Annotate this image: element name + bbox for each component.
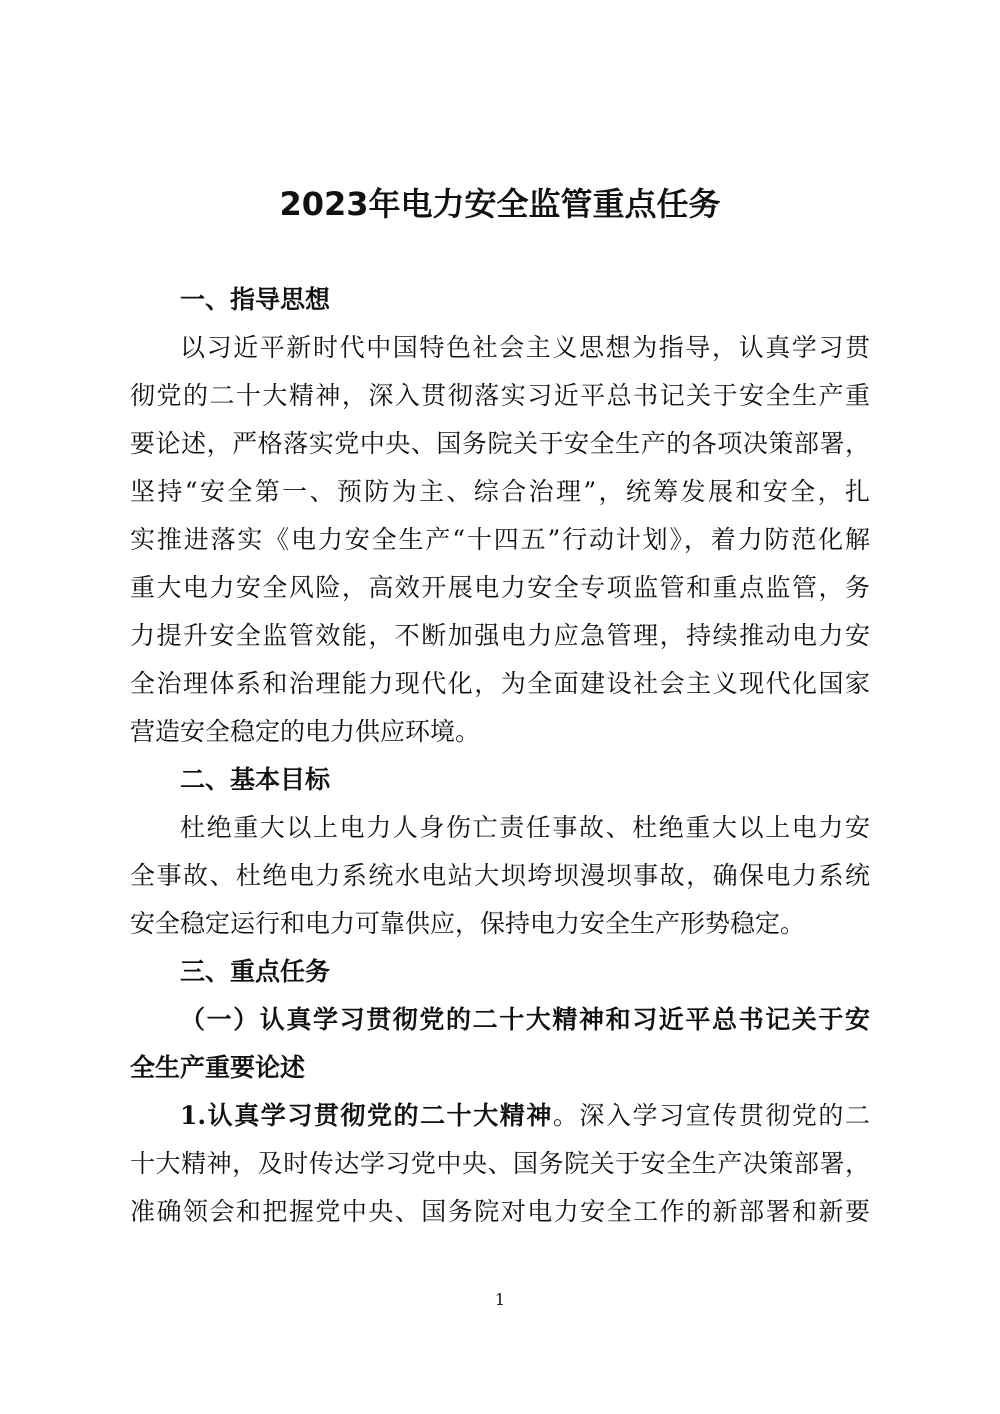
section-heading-basic-goals: 二、基本目标 bbox=[180, 765, 331, 794]
subsection-heading-line: （一）认真学习贯彻党的二十大精神和习近平总书记关于安 bbox=[180, 1005, 870, 1034]
document-title: 2023年电力安全监管重点任务 bbox=[279, 185, 721, 223]
section-heading-guiding-ideology: 一、指导思想 bbox=[180, 285, 331, 314]
paragraph-line: 彻党的二十大精神，深入贯彻落实习近平总书记关于安全生产重 bbox=[130, 381, 870, 410]
paragraph-line: 力提升安全监管效能，不断加强电力应急管理，持续推动电力安 bbox=[130, 621, 870, 650]
paragraph-line: 营造安全稳定的电力供应环境。 bbox=[130, 717, 481, 746]
paragraph-line: 安全稳定运行和电力可靠供应，保持电力安全生产形势稳定。 bbox=[130, 909, 806, 938]
paragraph-line: 重大电力安全风险，高效开展电力安全专项监管和重点监管，务 bbox=[130, 573, 870, 602]
subsection-heading-line: 全生产重要论述 bbox=[130, 1053, 306, 1082]
paragraph-line: 要论述，严格落实党中央、国务院关于安全生产的各项决策部署， bbox=[130, 429, 870, 458]
item-1-first-line bbox=[130, 1092, 870, 1140]
paragraph-line: 全事故、杜绝电力系统水电站大坝垮坝漫坝事故，确保电力系统 bbox=[130, 861, 870, 890]
paragraph-line: 十大精神，及时传达学习党中央、国务院关于安全生产决策部署， bbox=[130, 1149, 870, 1178]
paragraph-line: 以习近平新时代中国特色社会主义思想为指导，认真学习贯 bbox=[180, 333, 870, 362]
document-body bbox=[130, 276, 870, 1236]
item-1-first-line-rest: 。深入学习宣传贯彻党的二 bbox=[552, 1101, 870, 1130]
paragraph-line: 全治理体系和治理能力现代化，为全面建设社会主义现代化国家 bbox=[130, 669, 870, 698]
paragraph-line: 杜绝重大以上电力人身伤亡责任事故、杜绝重大以上电力安 bbox=[180, 813, 870, 842]
section-heading-key-tasks: 三、重点任务 bbox=[180, 957, 331, 986]
page-number: 1 bbox=[494, 1290, 506, 1309]
paragraph-line: 准确领会和把握党中央、国务院对电力安全工作的新部署和新要 bbox=[130, 1197, 870, 1226]
item-1-lead: 1.认真学习贯彻党的二十大精神 bbox=[180, 1101, 553, 1130]
paragraph-line: 坚持“安全第一、预防为主、综合治理”，统筹发展和安全，扎 bbox=[130, 477, 870, 506]
paragraph-line: 实推进落实《电力安全生产“十四五”行动计划》，着力防范化解 bbox=[130, 525, 870, 554]
